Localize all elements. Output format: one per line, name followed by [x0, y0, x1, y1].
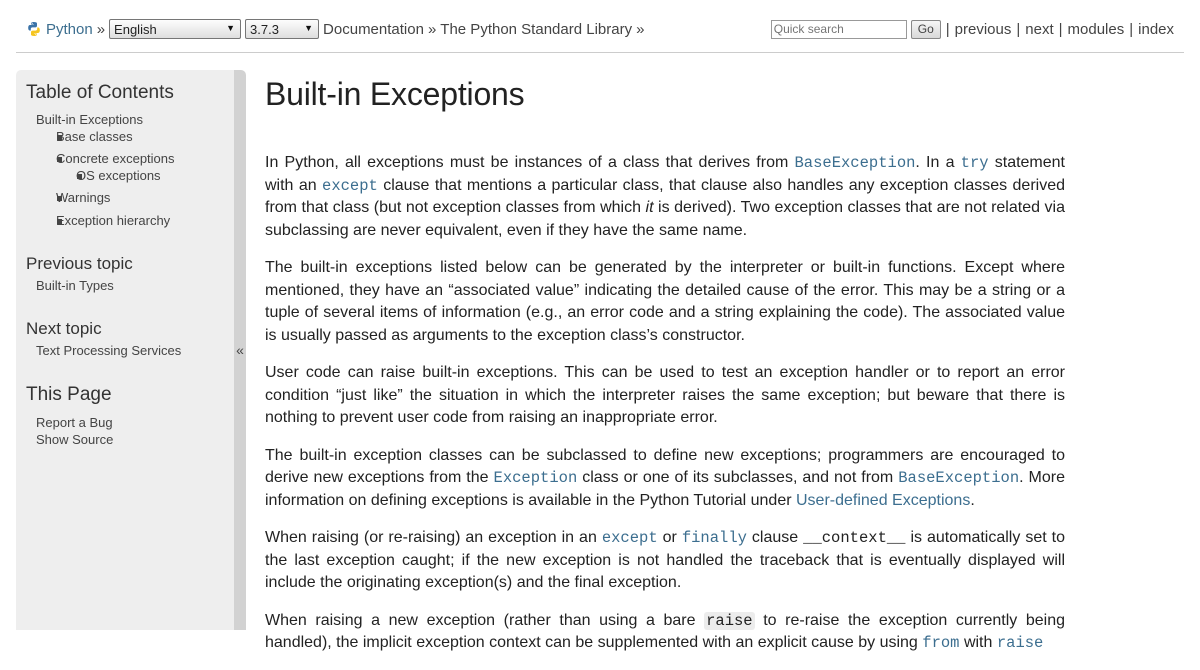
- from-link[interactable]: from: [922, 634, 960, 652]
- context-attribute-code: __context__: [803, 529, 906, 547]
- breadcrumb-separator: »: [96, 20, 106, 38]
- dropdown-arrow-icon: ▼: [226, 23, 236, 33]
- text: clause: [746, 529, 804, 546]
- sidebar: [16, 70, 234, 630]
- nav-separator: |: [1129, 20, 1134, 38]
- nav-separator: |: [945, 20, 950, 38]
- text: or: [657, 529, 682, 546]
- toc-item-exception-hierarchy[interactable]: Exception hierarchy: [56, 213, 171, 228]
- modules-link[interactable]: modules: [1067, 20, 1125, 38]
- baseexception-link[interactable]: BaseException: [898, 469, 1020, 487]
- related-nav: [771, 19, 1174, 39]
- text: .: [970, 491, 975, 509]
- raise-link[interactable]: raise: [996, 634, 1044, 652]
- previous-topic-link[interactable]: Built-in Types: [36, 278, 114, 293]
- nav-separator: |: [1058, 20, 1063, 38]
- text: In Python, all exceptions must be instances of a class that derives from: [265, 154, 795, 171]
- except-link[interactable]: except: [322, 176, 378, 195]
- emphasis: it: [645, 199, 654, 216]
- breadcrumb-stdlib-link[interactable]: The Python Standard Library: [440, 20, 633, 38]
- text: clause that mentions a particular class, that clause also handles any exception classes derived from that class (but not exception classes from which: [265, 176, 1066, 216]
- raise-code: raise: [706, 611, 753, 630]
- nav-separator: |: [1016, 20, 1021, 38]
- toc-item-os-exceptions[interactable]: OS exceptions: [76, 168, 161, 183]
- associated-value-paragraph: The built-in exceptions listed below can be generated by the interpreter or built-in functions. Except where mentioned, they have an “associated value” indicating the detailed cause of the error. This may be a string or a tuple of several items of information (e.g., an error code and a string explaining the code). The associated value is usually passed as arguments to the exception class’s constructor.: [265, 259, 1065, 344]
- breadcrumb-separator: »: [636, 20, 645, 38]
- version-select[interactable]: [245, 19, 319, 39]
- report-bug-link[interactable]: Report a Bug: [36, 415, 113, 430]
- language-select[interactable]: [109, 19, 241, 39]
- text: class or one of its subclasses, and not from: [577, 469, 899, 486]
- user-defined-exceptions-link[interactable]: User-defined Exceptions: [796, 491, 971, 509]
- language-select-value: English: [114, 21, 157, 37]
- text: statement with an: [265, 154, 1066, 194]
- toc-item-built-in-exceptions[interactable]: Built-in Exceptions: [36, 112, 143, 127]
- text: When raising a new exception (rather than using a bare: [265, 611, 705, 629]
- page-title: Built-in Exceptions: [265, 76, 525, 112]
- this-page-heading: This Page: [26, 384, 112, 405]
- try-link[interactable]: try: [960, 154, 989, 172]
- text: When raising (or re-raising) an exception in an: [265, 529, 602, 546]
- main-content: [265, 76, 1065, 670]
- collapse-chevron-icon: «: [236, 342, 244, 358]
- sidebar-collapse-button[interactable]: [234, 70, 246, 630]
- index-link[interactable]: index: [1138, 20, 1174, 38]
- dropdown-arrow-icon: ▼: [304, 23, 314, 33]
- text: . In a: [915, 154, 961, 171]
- previous-topic-heading: Previous topic: [26, 254, 133, 273]
- next-topic-link[interactable]: Text Processing Services: [36, 343, 182, 358]
- toc-item-warnings[interactable]: Warnings: [56, 190, 111, 205]
- intro-paragraph: [265, 152, 1065, 242]
- python-logo-icon: [26, 21, 42, 37]
- show-source-link[interactable]: Show Source: [36, 432, 114, 447]
- text: . More information on defining exceptions is available in the Python Tutorial under: [265, 469, 1066, 509]
- breadcrumb-documentation-link[interactable]: Documentation: [323, 20, 424, 38]
- except-link[interactable]: except: [601, 529, 658, 547]
- breadcrumb: [26, 19, 648, 39]
- user-code-paragraph: User code can raise built-in exceptions. This can be used to test an exception handler or to report an error condition “just like” the situation in which the interpreter raises the same exception; but beware that there is nothing to prevent user code from raising an inappropriate error.: [265, 364, 1065, 426]
- toc-item-concrete-exceptions[interactable]: Concrete exceptions: [56, 151, 175, 166]
- text: is automatically set to the last exception caught; if the new exception is not handled the traceback that is eventually displayed will include the originating exception(s) and the final exception.: [265, 529, 1065, 591]
- next-link[interactable]: next: [1025, 20, 1054, 38]
- toc-heading: Table of Contents: [26, 82, 174, 103]
- raise-paragraph: [265, 610, 1065, 655]
- python-home-link[interactable]: Python: [46, 20, 93, 38]
- finally-link[interactable]: finally: [681, 529, 747, 547]
- next-topic-heading: Next topic: [26, 319, 102, 338]
- subclassing-paragraph: [265, 445, 1065, 513]
- breadcrumb-separator: »: [427, 20, 437, 38]
- top-navigation: [16, 0, 1184, 53]
- text: is derived). Two exception classes that are not related via subclassing are never equivalent, even if they have the same name.: [265, 199, 1065, 239]
- toc-item-base-classes[interactable]: Base classes: [56, 129, 133, 144]
- text: to re-raise the exception currently being handled), the implicit exception context can be supplemented with an explicit cause by using: [265, 611, 1066, 651]
- previous-link[interactable]: previous: [954, 20, 1012, 38]
- context-paragraph: [265, 527, 1065, 595]
- baseexception-link[interactable]: BaseException: [794, 154, 916, 172]
- quick-search-input[interactable]: [771, 20, 907, 39]
- text: with: [959, 634, 997, 651]
- search-go-button[interactable]: Go: [911, 20, 941, 39]
- exception-link[interactable]: Exception: [493, 469, 578, 487]
- text: The built-in exception classes can be subclassed to define new exceptions; programmers are encouraged to derive new exceptions from the: [265, 446, 1065, 486]
- version-select-value: 3.7.3: [250, 21, 279, 37]
